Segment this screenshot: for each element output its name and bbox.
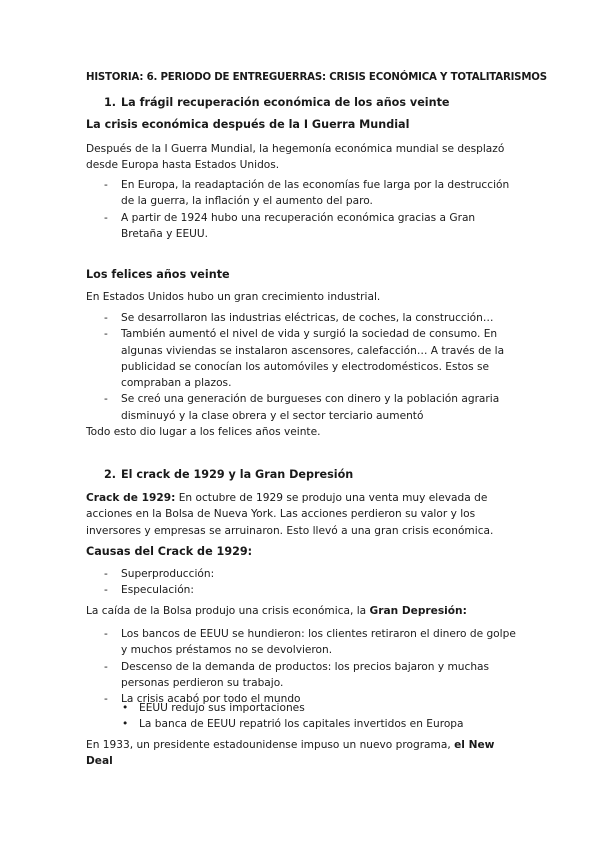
- list-postwar: [104, 177, 518, 242]
- section-1-title: La frágil recuperación económica de los años veinte: [121, 96, 450, 109]
- crack-label: Crack de 1929:: [86, 492, 176, 504]
- list-item: - En Europa, la readaptación de las economías fue larga por la destrucción de la guerra, la inflación y el aumento del paro.: [104, 179, 510, 208]
- paragraph-postwar-intro: Después de la I Guerra Mundial, la hegemonía económica mundial se desplazó desde Europa hasta Estados Unidos.: [86, 143, 505, 172]
- list-item: - A partir de 1924 hubo una recuperación económica gracias a Gran Bretaña y EEUU.: [104, 211, 476, 240]
- paragraph-roaring-closing: Todo esto dio lugar a los felices años veinte.: [86, 426, 321, 438]
- list-item: - Especulación:: [104, 584, 194, 597]
- new-deal-label: el New Deal: [86, 739, 495, 768]
- list-item: - Descenso de la demanda de productos: los precios bajaron y muchas personas perdieron su trabajo.: [104, 660, 490, 689]
- list-item: - También aumentó el nivel de vida y surgió la sociedad de consumo. En algunas viviendas se instalaron ascensores, calefacción… A través de la publicidad se conocían los automóviles y electrodomésticos. Estos se compraban a plazos.: [104, 328, 505, 390]
- paragraph-crack: [86, 490, 516, 539]
- subheading-crack-causes: Causas del Crack de 1929:: [86, 545, 253, 558]
- list-causes: [104, 566, 518, 599]
- document-title: HISTORIA: 6. PERIODO DE ENTREGUERRAS: CRISIS ECONÓMICA Y TOTALITARISMOS: [86, 72, 547, 83]
- new-deal-text: En 1933, un presidente estadounidense impuso un nuevo programa,: [86, 739, 455, 751]
- depression-label: Gran Depresión:: [369, 605, 467, 617]
- list-item: - Se desarrollaron las industrias eléctricas, de coches, la construcción…: [104, 312, 494, 324]
- section-2-title: El crack de 1929 y la Gran Depresión: [121, 468, 354, 481]
- list-item: • La banca de EEUU repatrió los capitales invertidos en Europa: [122, 718, 464, 731]
- list-roaring: [104, 310, 518, 424]
- depression-text: La caída de la Bolsa produjo una crisis económica, la: [86, 605, 370, 617]
- section-2-number: 2.: [104, 468, 117, 481]
- paragraph-roaring-intro: En Estados Unidos hubo un gran crecimiento industrial.: [86, 291, 381, 303]
- section-1-number: 1.: [104, 96, 117, 109]
- section-2-heading: [104, 468, 353, 481]
- list-item: - Superproducción:: [104, 568, 215, 580]
- crack-text: En octubre de 1929 se produjo una venta muy elevada de acciones en la Bolsa de Nueva York. Las acciones perdieron su valor y los inversores y empresas se arruinaron. Esto llevó a una gran crisis económica.: [86, 492, 494, 537]
- paragraph-new-deal: [86, 737, 516, 770]
- list-item: - Se creó una generación de burgueses con dinero y la población agraria disminuyó y la clase obrera y el sector terciario aumentó: [104, 393, 500, 422]
- list-consequences: [104, 626, 518, 707]
- list-item: • EEUU redujo sus importaciones: [122, 702, 305, 714]
- list-crisis-effects: [122, 700, 522, 733]
- subheading-postwar-crisis: La crisis económica después de la I Guerra Mundial: [86, 118, 410, 131]
- section-1-heading: [104, 96, 450, 109]
- paragraph-depression: [86, 603, 516, 619]
- subheading-roaring-twenties: Los felices años veinte: [86, 268, 230, 281]
- list-item: - Los bancos de EEUU se hundieron: los clientes retiraron el dinero de golpe y muchos préstamos no se devolvieron.: [104, 628, 516, 657]
- list-item: - La crisis acabó por todo el mundo: [104, 693, 301, 706]
